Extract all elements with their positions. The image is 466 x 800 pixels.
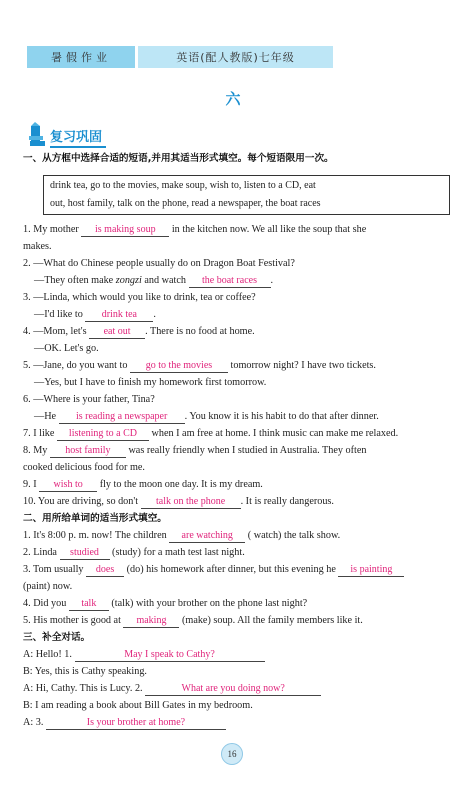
part2-heading: 二、用所给单词的适当形式填空。 <box>23 513 167 524</box>
answer-blank: May I speak to Cathy? <box>75 648 265 662</box>
answer-blank: drink tea <box>85 308 153 322</box>
question-1-4: 4. —Mom, let's eat out . There is no food at home. <box>23 326 255 337</box>
answer-blank: listening to a CD <box>57 427 149 441</box>
question-1-10: 10. You are driving, so don't talk on the phone . It is really dangerous. <box>23 496 334 507</box>
question-1-5-reply: —Yes, but I have to finish my homework first tomorrow. <box>34 377 267 388</box>
page-number: 16 <box>221 743 243 765</box>
question-2-2: 2. Linda studied (study) for a math test last night. <box>23 547 245 558</box>
book-stack-icon <box>28 122 46 148</box>
section-badge <box>28 120 106 148</box>
phrase-box-line: out, host family, talk on the phone, read a newspaper, the boat races <box>50 198 321 209</box>
question-1-1: 1. My mother is making soup in the kitchen now. We all like the soup that she <box>23 224 367 235</box>
dialogue-line-3: A: Hi, Cathy. This is Lucy. 2. What are you doing now? <box>23 680 447 697</box>
answer-blank: What are you doing now? <box>145 682 321 696</box>
dialogue-line-4: B: I am reading a book about Bill Gates in my bedroom. <box>23 700 253 711</box>
answer-blank: the boat races <box>189 274 271 288</box>
question-1-6: 6. —Where is your father, Tina? <box>23 394 155 405</box>
answer-blank: is reading a newspaper <box>59 410 185 424</box>
page-header <box>27 46 333 68</box>
answer-blank: talk on the phone <box>141 495 241 509</box>
question-1-9: 9. I wish to fly to the moon one day. It is my dream. <box>23 479 263 490</box>
dialogue-line-2: B: Yes, this is Cathy speaking. <box>23 666 147 677</box>
answer-blank: wish to <box>39 478 97 492</box>
question-1-4-reply: —OK. Let's go. <box>34 343 99 354</box>
question-1-2-reply: —They often make zongzi and watch the boat races . <box>34 275 274 286</box>
answer-blank: are watching <box>169 529 245 543</box>
phrase-box <box>43 175 450 215</box>
section-label: 复习巩固 <box>50 126 106 148</box>
question-1-5: 5. —Jane, do you want to go to the movies tomorrow night? I have two tickets. <box>23 360 376 371</box>
question-1-6-reply: —He is reading a newspaper . You know it is his habit to do that after dinner. <box>34 411 379 422</box>
question-1-8-cont: cooked delicious food for me. <box>23 462 145 473</box>
question-1-8: 8. My host family was really friendly when I studied in Australia. They often <box>23 445 367 456</box>
answer-blank: making <box>123 614 179 628</box>
dialogue-line-1: A: Hello! 1. May I speak to Cathy? <box>23 646 447 663</box>
answer-blank: talk <box>69 597 109 611</box>
question-2-4: 4. Did you talk (talk) with your brother on the phone last night? <box>23 598 308 609</box>
question-1-7: 7. I like listening to a CD when I am free at home. I think music can make me relaxed. <box>23 428 399 439</box>
answer-blank: studied <box>60 546 110 560</box>
unit-title: 六 <box>225 90 241 108</box>
dialogue-line-5: A: 3. Is your brother at home? <box>23 714 447 731</box>
question-1-3-reply: —I'd like to drink tea . <box>34 309 156 320</box>
question-2-3: 3. Tom usually does (do) his homework after dinner, but this evening he is painting <box>23 561 447 578</box>
answer-blank: eat out <box>89 325 145 339</box>
question-2-3-cont: (paint) now. <box>23 581 73 592</box>
worksheet-content <box>23 150 447 731</box>
question-2-5: 5. His mother is good at making (make) soup. All the family members like it. <box>23 615 363 626</box>
phrase-box-line: drink tea, go to the movies, make soup, wish to, listen to a CD, eat <box>50 180 316 191</box>
question-1-3: 3. —Linda, which would you like to drink, tea or coffee? <box>23 292 256 303</box>
answer-blank: go to the movies <box>130 359 228 373</box>
answer-blank: is making soup <box>81 223 169 237</box>
answer-blank: Is your brother at home? <box>46 716 226 730</box>
header-series-title: 暑假作业 <box>27 46 135 68</box>
header-subject-title: 英语(配人教版)七年级 <box>138 46 333 68</box>
question-2-1: 1. It's 8:00 p. m. now! The children are watching ( watch) the talk show. <box>23 530 341 541</box>
part1-heading: 一、从方框中选择合适的短语,并用其适当形式填空。每个短语限用一次。 <box>23 153 334 164</box>
answer-blank: host family <box>50 444 126 458</box>
question-1-2: 2. —What do Chinese people usually do on Dragon Boat Festival? <box>23 258 295 269</box>
part3-heading: 三、补全对话。 <box>23 632 91 643</box>
answer-blank: is painting <box>338 563 404 577</box>
answer-blank: does <box>86 563 124 577</box>
question-1-1-cont: makes. <box>23 241 52 252</box>
